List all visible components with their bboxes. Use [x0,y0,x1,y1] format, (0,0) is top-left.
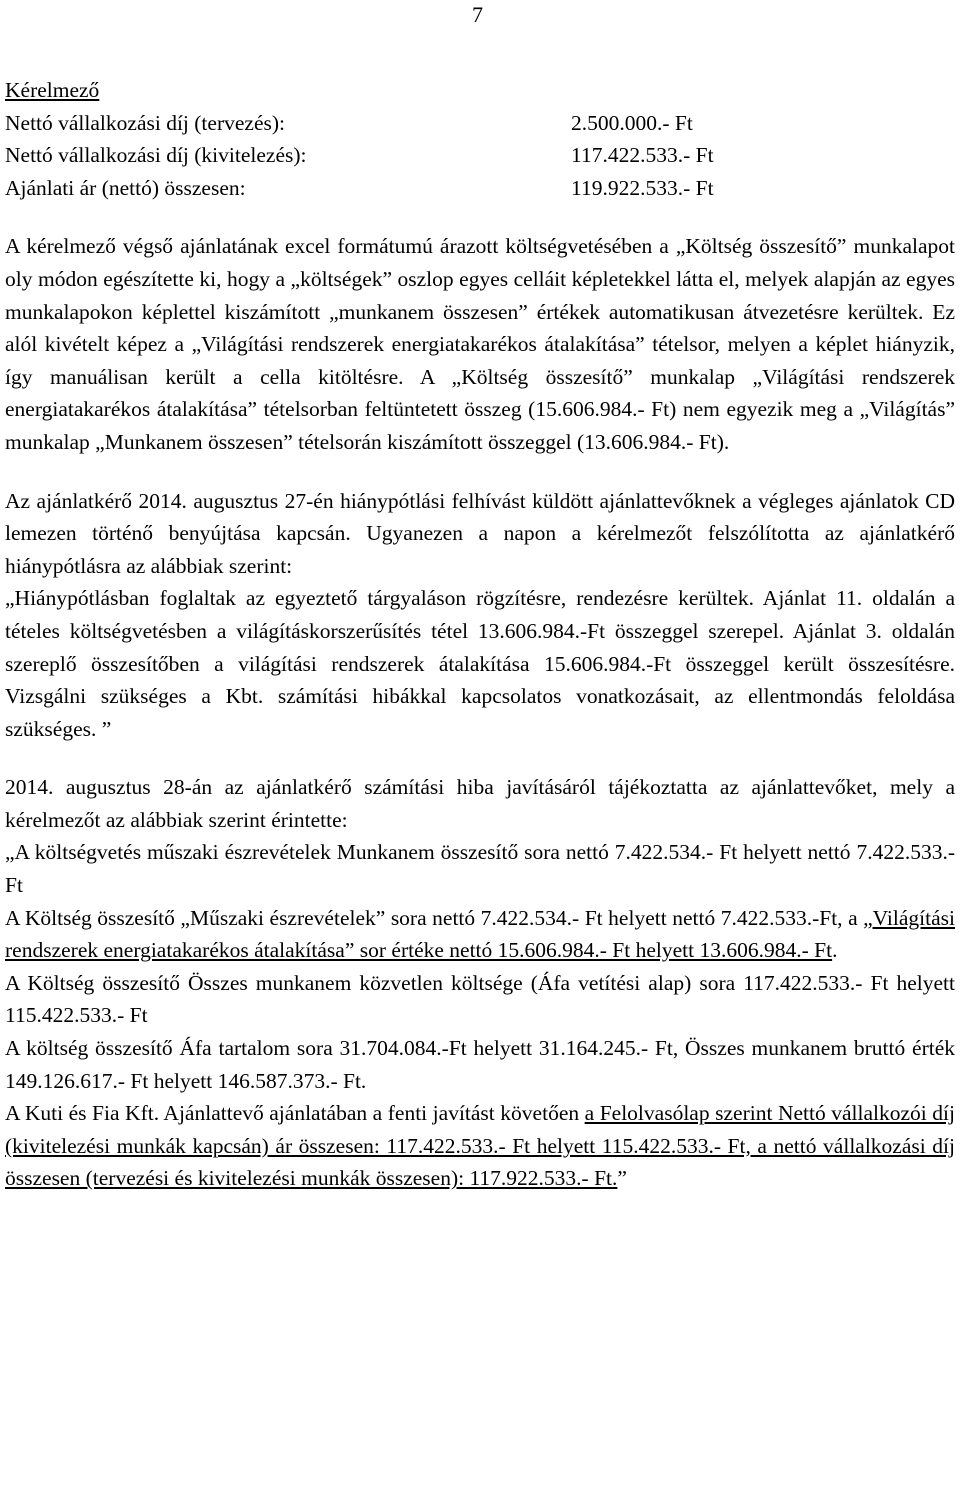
text-run: . [832,938,838,963]
price-summary [5,107,955,205]
paragraph-correction-5 [5,1097,955,1195]
underlined-text: „Világítási rendszerek energiatakarékos átalakítása” sor értéke nettó 15.606.984.- Ft helyett 13.606.984.- Ft [5,905,955,963]
document-body [5,74,955,1195]
section-heading: Kérelmező [5,78,100,102]
paragraph-excel-budget: A kérelmező végső ajánlatának excel formátumú árazott költségvetésében a „Költség összesítő” munkalapot oly módon egészítette ki, hogy a „költségek” oszlop egyes celláit képletekkel látta el, melyek alapján az egyes munkalapokon képlettel kiszámított „munkanem összesen” értékek automatikusan átvezetésre kerültek. Ez alól kivételt képez a „Világítási rendszerek energiatakarékos átalakítása” tételsor, melyen a képlet hiányzik, így manuálisan került a cella kitöltésre. A „Költség összesítő” munkalap „Világítási rendszerek energiatakarékos átalakítása” tételsorban feltüntetett összeg (15.606.984.- Ft) nem egyezik meg a „Világítás” munkalap „Munkanem összesen” tételsorán kiszámított összeggel (13.606.984.- Ft). [5,234,955,454]
summary-label: Nettó vállalkozási díj (tervezés): [5,110,285,135]
summary-label: Ajánlati ár (nettó) összesen: [5,175,246,200]
page-number: 7 [472,2,483,27]
summary-value: 2.500.000.- Ft [571,110,693,135]
paragraph-correction-1: „A költségvetés műszaki észrevételek Munkanem összesítő sora nettó 7.422.534.- Ft helyett nettó 7.422.533.- Ft [5,840,955,898]
paragraph-deficiency-quote: „Hiánypótlásban foglaltak az egyeztető tárgyaláson rögzítésre, rendezésre kerültek. Ajánlat 11. oldalán a tételes költségvetésben a világításkorszerűsítés tétel 13.606.984.-Ft összeggel szerepel. Ajánlat 3. oldalán szereplő összesítőben a világítási rendszerek átalakítása 15.606.984.-Ft összeggel került összesítésre. Vizsgálni szükséges a Kbt. számítási hibákkal kapcsolatos vonatkozásait, az ellentmondás feloldása szükséges. ” [5,586,955,741]
paragraph-correction-notice: 2014. augusztus 28-án az ajánlatkérő számítási hiba javításáról tájékoztatta az ajánlattevőket, mely a kérelmezőt az alábbiak szerint érintette: [5,775,955,832]
text-run: A Költség összesítő „Műszaki észrevételek” sora nettó 7.422.534.- Ft helyett nettó 7.422.533.-Ft, a [5,905,864,930]
summary-row [5,139,955,172]
summary-row [5,172,955,205]
text-run: A Kuti és Fia Kft. Ajánlattevő ajánlatában a fenti javítást követően [5,1101,585,1126]
summary-value: 117.422.533.- Ft [571,143,714,168]
paragraph-correction-2 [5,902,955,967]
underlined-text: a Felolvasólap szerint Nettó vállalkozói díj (kivitelezési munkák kapcsán) ár összesen: 117.422.533.- Ft helyett 115.422.533.- Ft, a nettó vállalkozási díj összesen (tervezési és kivitelezési munkák összesen): 117.922.533.- Ft. [5,1101,955,1191]
text-run: ” [617,1166,627,1191]
paragraph-correction-3: A Költség összesítő Összes munkanem közvetlen költsége (Áfa vetítési alap) sora 117.422.533.- Ft helyett 115.422.533.- Ft [5,970,955,1028]
summary-row [5,107,955,140]
paragraph-correction-4: A költség összesítő Áfa tartalom sora 31.704.084.-Ft helyett 31.164.245.- Ft, Összes munkanem bruttó érték 149.126.617.- Ft helyett 146.587.373.- Ft. [5,1036,955,1093]
summary-label: Nettó vállalkozási díj (kivitelezés): [5,143,307,168]
summary-value: 119.922.533.- Ft [571,175,714,200]
paragraph-deficiency-request: Az ajánlatkérő 2014. augusztus 27-én hiánypótlási felhívást küldött ajánlattevőknek a végleges ajánlatok CD lemezen történő benyújtása kapcsán. Ugyanezen a napon a kérelmezőt felszólította az ajánlatkérő hiánypótlásra az alábbiak szerint: [5,488,955,578]
